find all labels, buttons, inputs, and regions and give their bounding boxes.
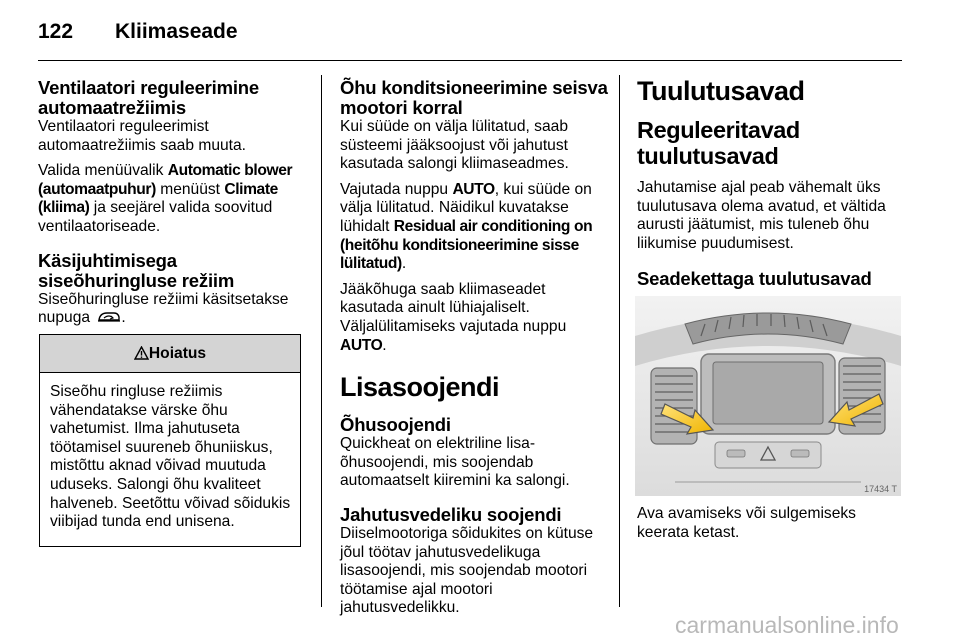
menu-climate: Climate (kliima) bbox=[38, 180, 278, 217]
warning-text: Siseõhu ringluse režiimis vähendatakse värske õhu vahetumist. Ilma jahutuseta töötamisel suureneb õhuniiskus, mistõttu aknad võivad muutuda uduseks. Salongi õhu kvaliteet halveneb. Seetõttu võivad sõidukis viibijad tunda end unisena. bbox=[50, 383, 291, 531]
header-rule bbox=[38, 60, 902, 61]
page-title: Kliimaseade bbox=[115, 20, 238, 43]
text: menüüst bbox=[155, 180, 225, 198]
text: . bbox=[121, 309, 126, 327]
heading-air-vents: Tuulutusavad bbox=[637, 76, 805, 106]
text: ja seejärel valida soovitud ventilaatoriseade. bbox=[38, 199, 273, 235]
display-message-residual: Residual air conditioning on (heitõhu konditsioneerimine sisse lülitatud) bbox=[340, 217, 593, 273]
paragraph-dial-instruction: Ava avamiseks või sulgemiseks keerata ketast. bbox=[637, 505, 856, 541]
text: Siseõhuringluse režiimi käsitsetakse nupuga bbox=[38, 290, 289, 327]
dashboard-vents-illustration bbox=[635, 296, 901, 496]
paragraph-residual-short: Jääkõhuga saab kliimaseadet kasutada ainult lühiajaliselt. bbox=[340, 280, 546, 317]
figure-dashboard-vents bbox=[635, 296, 901, 496]
text: . bbox=[401, 255, 407, 273]
paragraph-residual-auto bbox=[340, 181, 608, 274]
paragraph-air-heater: Quickheat on elektriline lisa-õhusoojendi, mis soojendab automaatselt kiiremini ka salongi. bbox=[340, 435, 570, 490]
paragraph-fan-menu bbox=[38, 162, 308, 236]
heading-dial-vents: Seadekettaga tuulutusavad bbox=[637, 268, 872, 290]
watermark: carmanualsonline.info bbox=[675, 612, 899, 638]
heading-auxiliary-heater: Lisasoojendi bbox=[340, 372, 500, 403]
text: Väljalülitamiseks vajutada nuppu bbox=[340, 317, 567, 335]
column-3 bbox=[637, 75, 903, 289]
heading-residual-ac: Õhu konditsioneerimine seisva mootori korral bbox=[340, 77, 608, 118]
heading-manual-recirculation: Käsijuhtimisega siseõhuringluse režiim bbox=[38, 249, 235, 291]
text: Vajutada nuppu bbox=[340, 180, 453, 198]
paragraph-residual-off bbox=[340, 318, 608, 355]
text: Valida menüüvalik bbox=[38, 162, 168, 180]
column-divider-left bbox=[321, 75, 322, 607]
paragraph-vents-open: Jahutamise ajal peab vähemalt üks tuulutusava olema avatud, et vältida aurusti jäätumist, mis tuleneb õhu liikumise puudumisest. bbox=[637, 179, 886, 252]
paragraph-residual-intro: Kui süüde on välja lülitatud, saab süsteemi jääksoojust või jahutust kasutada salongi kliimaseadmes. bbox=[340, 118, 569, 173]
heading-coolant-heater: Jahutusvedeliku soojendi bbox=[340, 503, 562, 525]
warning-triangle-icon bbox=[134, 346, 149, 360]
warning-header bbox=[40, 335, 300, 373]
column-2 bbox=[340, 78, 608, 625]
figure-code: 17434 T bbox=[864, 484, 897, 494]
column-1 bbox=[38, 78, 308, 335]
paragraph-recirculation bbox=[38, 291, 308, 328]
warning-box bbox=[39, 334, 301, 547]
button-label-auto: AUTO bbox=[340, 336, 383, 354]
menu-option-automatic-blower: Automatic blower (automaatpuhur) bbox=[38, 162, 293, 198]
text: . bbox=[382, 336, 387, 354]
paragraph-fan-intro: Ventilaatori reguleerimist automaatrežiimis saab muuta. bbox=[38, 118, 247, 154]
heading-adjustable-vents: Reguleeritavad tuulutusavad bbox=[637, 117, 800, 169]
paragraph-coolant-heater: Diiselmootoriga sõidukites on kütuse jõul töötav jahutusvedelikuga lisasoojendi, mis soojendab mootori töötamise ajal mootori jahutusvedelikku. bbox=[340, 524, 594, 617]
column-3-caption bbox=[637, 505, 903, 549]
column-divider-right bbox=[619, 75, 620, 607]
button-label-auto: AUTO bbox=[452, 180, 495, 198]
warning-title: Hoiatus bbox=[148, 345, 207, 362]
page-number: 122 bbox=[38, 20, 74, 43]
heading-fan-adjustment: Ventilaatori reguleerimine automaatrežiimis bbox=[38, 77, 259, 118]
text: , kui süüde on välja lülitatud. Näidikul kuvatakse lühidalt bbox=[340, 180, 592, 235]
heading-air-heater: Õhusoojendi bbox=[340, 414, 451, 436]
recirculation-icon bbox=[97, 311, 121, 323]
